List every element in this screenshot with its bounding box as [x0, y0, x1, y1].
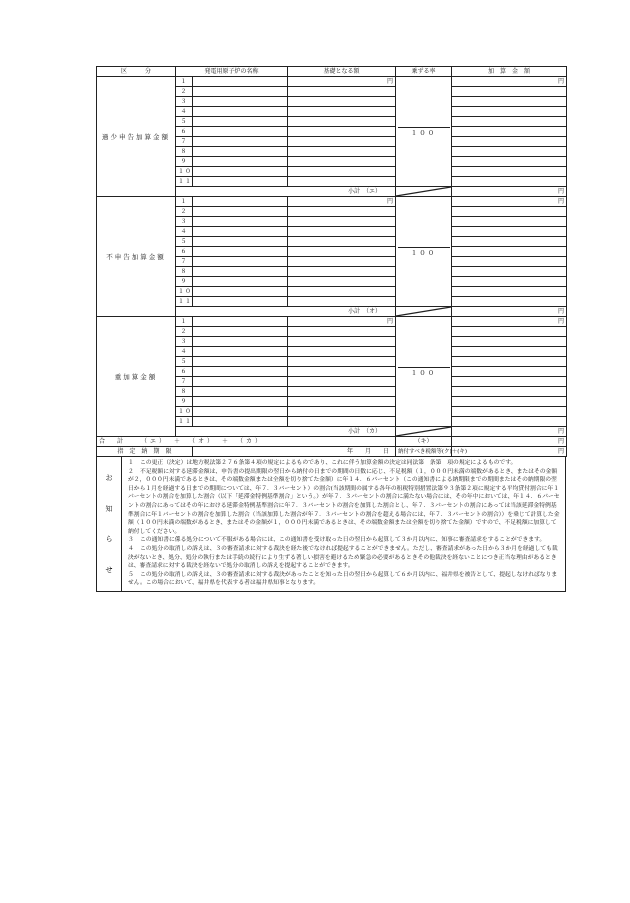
tax-due-unit: 円: [452, 447, 567, 457]
row-number: ３: [176, 217, 193, 227]
notice-side-char: お: [105, 474, 113, 483]
addition-amount-cell[interactable]: [452, 177, 567, 187]
addition-amount-cell[interactable]: [452, 377, 567, 387]
base-amount-cell[interactable]: [288, 337, 396, 347]
section-label: 重加算金額: [97, 317, 176, 437]
row-number: １０: [176, 167, 193, 177]
addition-amount-cell[interactable]: [452, 347, 567, 357]
base-amount-cell[interactable]: [288, 417, 396, 427]
plant-name-cell[interactable]: [193, 77, 288, 87]
header-category: 区 分: [97, 67, 176, 77]
base-amount-cell[interactable]: [288, 237, 396, 247]
base-amount-cell[interactable]: [288, 377, 396, 387]
notice-section: [96, 457, 566, 592]
base-amount-cell[interactable]: [288, 107, 396, 117]
notice-item: [128, 468, 561, 537]
base-amount-cell[interactable]: [288, 117, 396, 127]
plant-name-cell[interactable]: [193, 97, 288, 107]
plant-name-cell[interactable]: [193, 327, 288, 337]
base-amount-cell[interactable]: [288, 367, 396, 377]
addition-amount-cell[interactable]: [452, 337, 567, 347]
base-amount-cell[interactable]: [288, 357, 396, 367]
addition-amount-cell[interactable]: [452, 207, 567, 217]
table-header-row: [97, 67, 567, 77]
notice-item: [128, 536, 561, 545]
row-number: ３: [176, 97, 193, 107]
addition-amount-cell[interactable]: 円: [452, 77, 567, 87]
rate-cell: [396, 197, 452, 307]
plant-name-cell[interactable]: [193, 227, 288, 237]
plant-name-cell[interactable]: [193, 137, 288, 147]
addition-amount-cell[interactable]: 円: [452, 317, 567, 327]
subtotal-amount-cell[interactable]: 円: [452, 307, 567, 317]
header-plant-name: 発電用原子炉の名称: [176, 67, 288, 77]
plant-name-cell[interactable]: [193, 337, 288, 347]
base-amount-cell[interactable]: [288, 397, 396, 407]
notice-item-text: この更正（決定）は地方税法第２７６条第４項の規定によるものであり、これに伴う加算金額の決定は同法第 条第 項の規定によるものです。: [140, 460, 517, 466]
base-amount-cell[interactable]: [288, 257, 396, 267]
rate-denominator: １００: [410, 248, 437, 257]
base-amount-cell[interactable]: [288, 217, 396, 227]
base-amount-cell[interactable]: [288, 287, 396, 297]
row-number: ２: [176, 207, 193, 217]
diagonal-blank-cell: [396, 187, 452, 197]
addition-amount-cell[interactable]: [452, 157, 567, 167]
base-amount-cell[interactable]: [288, 347, 396, 357]
plant-name-cell[interactable]: [193, 167, 288, 177]
row-number: ８: [176, 147, 193, 157]
plant-name-cell[interactable]: [193, 197, 288, 207]
row-number: １: [176, 197, 193, 207]
plant-name-cell[interactable]: [193, 117, 288, 127]
base-amount-cell[interactable]: [288, 247, 396, 257]
base-amount-cell[interactable]: [288, 207, 396, 217]
base-amount-cell[interactable]: [288, 407, 396, 417]
subtotal-amount-cell[interactable]: 円: [452, 427, 567, 437]
deadline-date: 年 月 日: [193, 447, 396, 457]
total-label: 合 計 （エ） ＋ （オ） ＋ （カ）: [97, 437, 396, 447]
plant-name-cell[interactable]: [193, 207, 288, 217]
addition-amount-cell[interactable]: [452, 417, 567, 427]
plant-name-cell[interactable]: [193, 317, 288, 327]
plant-name-cell[interactable]: [193, 377, 288, 387]
notice-side-label: [97, 457, 122, 591]
subtotal-label: 小計 （オ）: [176, 307, 396, 317]
plant-name-cell[interactable]: [193, 417, 288, 427]
base-amount-cell[interactable]: [288, 87, 396, 97]
header-rate: 乗ずる率: [396, 67, 452, 77]
addition-amount-cell[interactable]: [452, 167, 567, 177]
row-number: ２: [176, 327, 193, 337]
addition-amount-cell[interactable]: [452, 237, 567, 247]
section-label: 不申告加算金額: [97, 197, 176, 317]
base-amount-cell[interactable]: [288, 267, 396, 277]
tax-form-sheet: [96, 66, 566, 592]
notice-item-number: １: [128, 460, 134, 466]
plant-name-cell[interactable]: [193, 247, 288, 257]
plant-name-cell[interactable]: [193, 397, 288, 407]
base-amount-cell[interactable]: [288, 127, 396, 137]
row-number: ５: [176, 237, 193, 247]
header-addition: 加 算 金 額: [452, 67, 567, 77]
plant-name-cell[interactable]: [193, 387, 288, 397]
plant-name-cell[interactable]: [193, 127, 288, 137]
notice-item-number: ５: [128, 571, 134, 578]
fraction-bar: [398, 247, 450, 248]
row-number: ９: [176, 277, 193, 287]
row-number: ７: [176, 377, 193, 387]
addition-amount-cell[interactable]: [452, 367, 567, 377]
notice-side-char: ら: [105, 535, 113, 544]
deadline-label: 指 定 納 期 限: [97, 447, 193, 457]
base-amount-cell[interactable]: [288, 157, 396, 167]
notice-item-text: この通知書に係る処分について不服がある場合には、この通知書を受け取った日の翌日から起算して３か月以内に、知事に審査請求をすることができます。: [140, 537, 546, 544]
plant-name-cell[interactable]: [193, 287, 288, 297]
table-row: [97, 317, 567, 327]
addition-amount-cell[interactable]: [452, 227, 567, 237]
plant-name-cell[interactable]: [193, 217, 288, 227]
row-number: ９: [176, 397, 193, 407]
addition-amount-cell[interactable]: [452, 267, 567, 277]
table-row: [97, 197, 567, 207]
notice-item-number: ３: [128, 537, 134, 544]
base-amount-cell[interactable]: [288, 277, 396, 287]
row-number: ８: [176, 387, 193, 397]
base-amount-cell[interactable]: [288, 147, 396, 157]
base-amount-cell[interactable]: 円: [288, 197, 396, 207]
plant-name-cell[interactable]: [193, 157, 288, 167]
addition-amount-cell[interactable]: [452, 217, 567, 227]
addition-amount-cell[interactable]: [452, 397, 567, 407]
plant-name-cell[interactable]: [193, 357, 288, 367]
total-ki: （キ）: [396, 437, 452, 447]
subtotal-label: 小計 （エ）: [176, 187, 396, 197]
rate-cell: [396, 77, 452, 187]
addition-amount-cell[interactable]: [452, 97, 567, 107]
plant-name-cell[interactable]: [193, 147, 288, 157]
subtotal-label: 小計 （カ）: [176, 427, 396, 437]
addition-amount-cell[interactable]: [452, 287, 567, 297]
addition-amount-cell[interactable]: [452, 87, 567, 97]
row-number: １１: [176, 417, 193, 427]
addition-amount-cell[interactable]: [452, 137, 567, 147]
rate-cell: [396, 317, 452, 427]
base-amount-cell[interactable]: [288, 137, 396, 147]
plant-name-cell[interactable]: [193, 407, 288, 417]
addition-amount-cell[interactable]: [452, 277, 567, 287]
row-number: ５: [176, 117, 193, 127]
row-number: ６: [176, 127, 193, 137]
row-number: １０: [176, 287, 193, 297]
addition-amount-cell[interactable]: [452, 257, 567, 267]
row-number: ９: [176, 157, 193, 167]
row-number: ２: [176, 87, 193, 97]
rate-denominator: １００: [410, 128, 437, 137]
row-number: ４: [176, 347, 193, 357]
addition-amount-cell[interactable]: [452, 387, 567, 397]
total-row: [97, 437, 567, 447]
base-amount-cell[interactable]: [288, 167, 396, 177]
row-number: １０: [176, 407, 193, 417]
base-amount-cell[interactable]: 円: [288, 77, 396, 87]
section-label: 過少申告加算金額: [97, 77, 176, 197]
notice-side-char: 知: [105, 504, 113, 513]
total-amount-unit: 円: [452, 437, 567, 447]
plant-name-cell[interactable]: [193, 347, 288, 357]
plant-name-cell[interactable]: [193, 297, 288, 307]
row-number: ６: [176, 367, 193, 377]
fraction-bar: [398, 127, 450, 128]
base-amount-cell[interactable]: [288, 97, 396, 107]
notice-item-text: この処分の取消しの訴えは、３の審査請求に対する裁決があったことを知った日の翌日から起算して６か月以内に、福井県を被告として、提起しなければなりません。この場合において、福井県を代表する者は福井県知事となります。: [128, 571, 558, 587]
tax-due-label: 納付すべき税額等(ク)＋(キ): [396, 447, 452, 457]
plant-name-cell[interactable]: [193, 237, 288, 247]
plant-name-cell[interactable]: [193, 257, 288, 267]
notice-item-number: ４: [128, 545, 134, 552]
addition-amount-cell[interactable]: [452, 127, 567, 137]
base-amount-cell[interactable]: 円: [288, 317, 396, 327]
diagonal-blank-cell: [396, 427, 452, 437]
table-row: [97, 77, 567, 87]
row-number: １: [176, 317, 193, 327]
addition-amount-cell[interactable]: [452, 407, 567, 417]
notice-item: [128, 459, 561, 468]
row-number: ３: [176, 337, 193, 347]
row-number: １１: [176, 297, 193, 307]
addition-amount-cell[interactable]: [452, 327, 567, 337]
row-number: ４: [176, 227, 193, 237]
row-number: ７: [176, 257, 193, 267]
base-amount-cell[interactable]: [288, 227, 396, 237]
row-number: ８: [176, 267, 193, 277]
notice-body: [122, 457, 565, 591]
plant-name-cell[interactable]: [193, 177, 288, 187]
row-number: ６: [176, 247, 193, 257]
row-number: １: [176, 77, 193, 87]
base-amount-cell[interactable]: [288, 327, 396, 337]
header-base-amount: 基礎となる額: [288, 67, 396, 77]
notice-item: [128, 545, 561, 571]
subtotal-amount-cell[interactable]: 円: [452, 187, 567, 197]
notice-item-number: ２: [128, 468, 134, 475]
deadline-row: [97, 447, 567, 457]
addition-amount-cell[interactable]: [452, 297, 567, 307]
row-number: ７: [176, 137, 193, 147]
row-number: ５: [176, 357, 193, 367]
notice-item-text: 不足税額に対する延滞金額は、申告書の提出期限の翌日から納付の日までの期間の日数に応じ、不足税額（１，０００円未満の端数があるとき、またはその金額が２，０００円未満であるときは、その端数金額または全額を切り捨てた金額）に年１４．６パーセント（この通知書による納期限までの期間またはその納期限の翌日から１月を経過する日までの期間については、年７．３パーセント）の割合(当該期間の属する各年の租税特別措置法第９３条第２項に規定する平均貸付割合に年１パーセントの割合を加算した割合（以下「延滞金特例基準割合」という。）が年７．３パーセントの割合に満たない場合には、その年中においては、年１４．６パーセントの割合にあってはその年における延滞金特例基準割合に年７．３パーセントの割合を加算した割合とし、年７．３パーセントの割合にあっては当該延滞金特例基準割合に年１パーセントの割合を加算した割合（当該加算した割合が年７．３パーセントの割合を超える場合には、年７．３パーセントの割合））を乗じて計算した金額（１００円未満の端数があるとき、またはその金額が１，０００円未満であるときは、その端数金額または全額を切り捨てた金額）ですので、不足税額に加算して納付してください。: [128, 468, 560, 535]
base-amount-cell[interactable]: [288, 387, 396, 397]
plant-name-cell[interactable]: [193, 367, 288, 377]
diagonal-blank-cell: [396, 307, 452, 317]
rate-denominator: １００: [410, 368, 437, 377]
addition-amount-cell[interactable]: [452, 117, 567, 127]
addition-amount-cell[interactable]: [452, 357, 567, 367]
notice-item-text: この処分の取消しの訴えは、３の審査請求に対する裁決を経た後でなければ提起することができません。ただし、審査請求があった日から３か月を経過しても裁決がないとき、処分、処分の執行または手続の続行により生ずる著しい損害を避けるため緊急の必要があるときその他裁決を経ないことにつき正当な理由があるときは、審査請求に対する裁決を経ないで処分の取消しの訴えを提起することができます。: [128, 545, 558, 570]
notice-side-char: せ: [105, 565, 113, 574]
fraction-bar: [398, 367, 450, 368]
plant-name-cell[interactable]: [193, 267, 288, 277]
base-amount-cell[interactable]: [288, 177, 396, 187]
row-number: ４: [176, 107, 193, 117]
addition-amount-cell[interactable]: [452, 147, 567, 157]
addition-amount-cell[interactable]: [452, 107, 567, 117]
notice-item: [128, 571, 561, 588]
addition-amount-table: [96, 66, 567, 457]
plant-name-cell[interactable]: [193, 107, 288, 117]
base-amount-cell[interactable]: [288, 297, 396, 307]
addition-amount-cell[interactable]: [452, 247, 567, 257]
plant-name-cell[interactable]: [193, 277, 288, 287]
plant-name-cell[interactable]: [193, 87, 288, 97]
addition-amount-cell[interactable]: 円: [452, 197, 567, 207]
row-number: １１: [176, 177, 193, 187]
